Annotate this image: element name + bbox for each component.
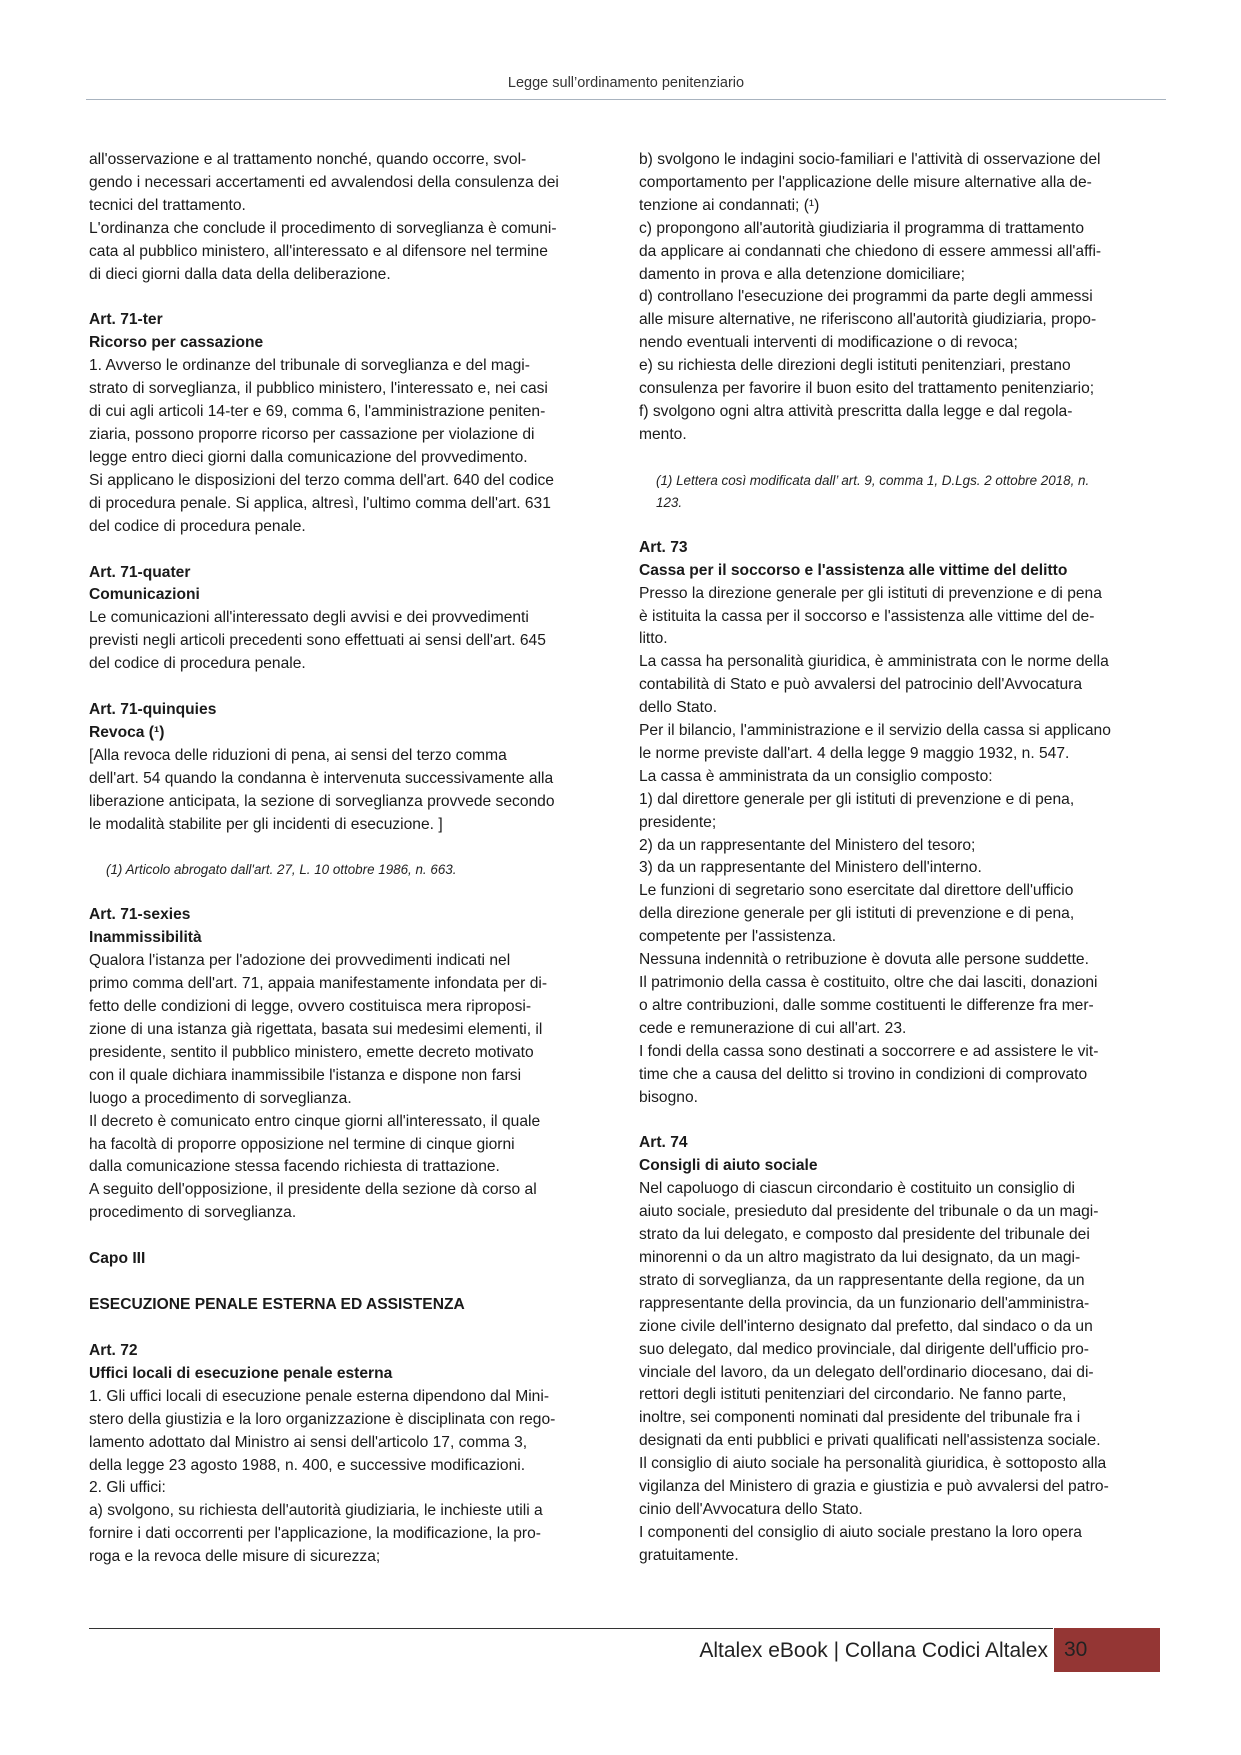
- text-line: Presso la direzione generale per gli istituti di prevenzione e di pena: [639, 584, 1102, 602]
- page-number-box: [1054, 1628, 1160, 1672]
- article-heading: Inammissibilità: [89, 929, 202, 947]
- text-line: primo comma dell'art. 71, appaia manifestamente infondata per di-: [89, 975, 548, 993]
- article-heading: Art. 71-sexies: [89, 906, 191, 924]
- text-line: o altre contribuzioni, dalle somme costituenti le differenze fra mer-: [639, 996, 1094, 1014]
- text-line: Il consiglio di aiuto sociale ha personalità giuridica, è sottoposto alla: [639, 1455, 1107, 1473]
- left-column: [89, 149, 609, 1569]
- article-heading: Art. 71-quinquies: [89, 701, 217, 719]
- text-line: è istituita la cassa per il soccorso e l'assistenza alle vittime del de-: [639, 607, 1095, 625]
- text-line: 3) da un rappresentante del Ministero dell'interno.: [639, 859, 982, 877]
- text-line: della direzione generale per gli istituti di prevenzione e di pena,: [639, 905, 1075, 923]
- article-heading: Ricorso per cassazione: [89, 334, 264, 352]
- page-number: 30: [1064, 1638, 1088, 1661]
- article-heading: Uffici locali di esecuzione penale esterna: [89, 1364, 393, 1382]
- article-heading: Art. 71-ter: [89, 311, 163, 329]
- text-line: vinciale del lavoro, da un delegato dell'ordinario diocesano, dai di-: [639, 1363, 1094, 1381]
- text-line: litto.: [639, 630, 668, 648]
- text-line: di cui agli articoli 14-ter e 69, comma 6, l'amministrazione peniten-: [89, 403, 546, 421]
- text-line: le modalità stabilite per gli incidenti di esecuzione. ]: [89, 815, 443, 833]
- footer-series: Altalex eBook | Collana Codici Altalex: [699, 1639, 1048, 1662]
- text-line: rappresentante della provincia, da un funzionario dell'amministra-: [639, 1294, 1090, 1312]
- article-heading: Cassa per il soccorso e l'assistenza alle vittime del delitto: [639, 561, 1068, 579]
- text-line: dello Stato.: [639, 699, 718, 717]
- text-line: Si applicano le disposizioni del terzo comma dell'art. 640 del codice: [89, 471, 554, 489]
- spacer: [89, 676, 609, 699]
- text-line: 2. Gli uffici:: [89, 1479, 166, 1497]
- text-line: del codice di procedura penale.: [89, 517, 306, 535]
- text-line: 1. Gli uffici locali di esecuzione penale esterna dipendono dal Mini-: [89, 1387, 550, 1405]
- text-line: I componenti del consiglio di aiuto sociale prestano la loro opera: [639, 1523, 1082, 1541]
- text-line: all'osservazione e al trattamento nonché, quando occorre, svol-: [89, 151, 527, 168]
- article-heading: Capo III: [89, 1250, 146, 1268]
- text-line: della legge 23 agosto 1988, n. 400, e successive modificazioni.: [89, 1456, 526, 1474]
- spacer: [89, 1271, 609, 1294]
- footnote-line: (1) Articolo abrogato dall'art. 27, L. 10 ottobre 1986, n. 663.: [106, 862, 457, 878]
- text-line: damento in prova e alla detenzione domiciliare;: [639, 265, 965, 283]
- text-line: del codice di procedura penale.: [89, 655, 306, 673]
- text-line: gratuitamente.: [639, 1546, 739, 1564]
- text-line: comportamento per l'applicazione delle misure alternative alla de-: [639, 173, 1092, 191]
- spacer: [89, 539, 609, 562]
- text-line: cinio dell'Avvocatura dello Stato.: [639, 1500, 863, 1518]
- text-line: L'ordinanza che conclude il procedimento di sorveglianza è comuni-: [89, 219, 557, 237]
- text-line: Qualora l'istanza per l'adozione dei provvedimenti indicati nel: [89, 952, 511, 970]
- text-line: contabilità di Stato e può avvalersi del patrocinio dell'Avvocatura: [639, 676, 1083, 694]
- text-line: Nel capoluogo di ciascun circondario è costituito un consiglio di: [639, 1180, 1076, 1198]
- text-line: di procedura penale. Si applica, altresì, l'ultimo comma dell'art. 631: [89, 494, 551, 512]
- article-heading: Art. 74: [639, 1134, 688, 1152]
- text-line: Il patrimonio della cassa è costituito, oltre che dai lasciti, donazioni: [639, 974, 1098, 991]
- text-line: f) svolgono ogni altra attività prescritta dalla legge e dal regola-: [639, 402, 1073, 420]
- text-line: consulenza per favorire il buon esito del trattamento penitenziario;: [639, 380, 1095, 398]
- spacer: [89, 881, 609, 904]
- text-line: 1. Avverso le ordinanze del tribunale di sorveglianza e del magi-: [89, 357, 530, 375]
- running-header: Legge sull’ordinamento penitenziario: [507, 75, 745, 91]
- text-line: fornire i dati occorrenti per l'applicazione, la modificazione, la pro-: [89, 1525, 541, 1543]
- text-line: Nessuna indennità o retribuzione è dovuta alle persone suddette.: [639, 951, 1089, 969]
- text-line: c) propongono all'autorità giudiziaria il programma di trattamento: [639, 219, 1085, 237]
- text-line: roga e la revoca delle misure di sicurezza;: [89, 1548, 381, 1566]
- text-line: nendo eventuali interventi di modificazione o di revoca;: [639, 334, 1018, 352]
- text-line: 1) dal direttore generale per gli istituti di prevenzione e di pena,: [639, 790, 1075, 808]
- text-line: alle misure alternative, ne riferiscono all'autorità giudiziaria, propo-: [639, 311, 1097, 329]
- text-line: minorenni o da un altro magistrato da lui designato, da un magi-: [639, 1248, 1081, 1266]
- text-line: mento.: [639, 425, 687, 443]
- text-line: strato da lui delegato, e composto dal presidente del tribunale dei: [639, 1226, 1090, 1244]
- article-heading: Consigli di aiuto sociale: [639, 1157, 818, 1175]
- spacer: [89, 1225, 609, 1248]
- footnote-line: 123.: [656, 494, 683, 510]
- text-line: ziaria, possono proporre ricorso per cassazione per violazione di: [89, 425, 535, 443]
- text-line: da applicare ai condannati che chiedono di essere ammessi all'affi-: [639, 242, 1102, 260]
- spacer: [89, 836, 609, 859]
- text-line: gendo i necessari accertamenti ed avvalendosi della consulenza dei: [89, 173, 559, 191]
- text-line: [Alla revoca delle riduzioni di pena, ai sensi del terzo comma: [89, 746, 507, 764]
- text-line: A seguito dell'opposizione, il presidente della sezione dà corso al: [89, 1181, 537, 1199]
- article-heading: ESECUZIONE PENALE ESTERNA ED ASSISTENZA: [89, 1296, 465, 1314]
- text-line: b) svolgono le indagini socio-familiari e l'attività di osservazione del: [639, 151, 1101, 168]
- text-line: presidente, sentito il pubblico ministero, emette decreto motivato: [89, 1043, 534, 1061]
- text-line: suo delegato, dal medico provinciale, dal dirigente dell'ufficio pro-: [639, 1340, 1089, 1358]
- article-heading: Art. 72: [89, 1341, 138, 1359]
- text-line: cata al pubblico ministero, all'interessato e al difensore nel termine: [89, 242, 548, 260]
- text-line: previsti negli articoli precedenti sono effettuati ai sensi dell'art. 645: [89, 632, 546, 650]
- right-column: [639, 149, 1164, 1568]
- footer-rule: [89, 1628, 1053, 1629]
- text-line: bisogno.: [639, 1088, 698, 1106]
- text-line: La cassa ha personalità giuridica, è amministrata con le norme della: [639, 653, 1109, 671]
- text-line: designati da enti pubblici e privati qualificati nell'assistenza sociale.: [639, 1432, 1101, 1450]
- text-line: luogo a procedimento di sorveglianza.: [89, 1089, 352, 1107]
- text-line: strato di sorveglianza, il pubblico ministero, l'interessato e, nei casi: [89, 380, 548, 398]
- text-line: zione di una istanza già rigettata, basata sui medesimi elementi, il: [89, 1021, 543, 1038]
- text-line: a) svolgono, su richiesta dell'autorità giudiziaria, le inchieste utili a: [89, 1502, 543, 1520]
- text-line: con il quale dichiara inammissibile l'istanza e dispone non farsi: [89, 1066, 522, 1084]
- text-line: tecnici del trattamento.: [89, 196, 246, 214]
- text-line: Le comunicazioni all'interessato degli avvisi e dei provvedimenti: [89, 609, 529, 627]
- spacer: [639, 1109, 1164, 1132]
- text-line: aiuto sociale, presieduto dal presidente del tribunale o da un magi-: [639, 1203, 1099, 1221]
- text-line: presidente;: [639, 813, 717, 831]
- text-line: vigilanza del Ministero di grazia e giustizia e può avvalersi del patro-: [639, 1478, 1109, 1496]
- text-line: competente per l'assistenza.: [639, 928, 837, 946]
- text-line: Le funzioni di segretario sono esercitate dal direttore dell'ufficio: [639, 882, 1074, 900]
- header-rule: [86, 99, 1166, 100]
- text-line: legge entro dieci giorni dalla comunicazione del provvedimento.: [89, 448, 528, 466]
- text-line: ha facoltà di proporre opposizione nel termine di cinque giorni: [89, 1135, 515, 1153]
- text-line: e) su richiesta delle direzioni degli istituti penitenziari, prestano: [639, 357, 1071, 375]
- footnote-line: (1) Lettera così modificata dall’ art. 9, comma 1, D.Lgs. 2 ottobre 2018, n.: [656, 472, 1090, 488]
- text-line: cede e remunerazione di cui all'art. 23.: [639, 1019, 907, 1037]
- text-line: d) controllano l'esecuzione dei programmi da parte degli ammessi: [639, 288, 1093, 306]
- text-line: procedimento di sorveglianza.: [89, 1204, 297, 1222]
- spacer: [639, 447, 1164, 470]
- spacer: [89, 1317, 609, 1340]
- text-line: La cassa è amministrata da un consiglio composto:: [639, 767, 993, 785]
- text-line: stero della giustizia e la loro organizzazione è disciplinata con rego-: [89, 1410, 556, 1428]
- text-line: dell'art. 54 quando la condanna è intervenuta successivamente alla: [89, 769, 554, 787]
- text-line: zione civile dell'interno designato dal prefetto, dal sindaco o da un: [639, 1317, 1093, 1335]
- text-line: liberazione anticipata, la sezione di sorveglianza provvede secondo: [89, 792, 555, 810]
- text-line: lamento adottato dal Ministro ai sensi dell'articolo 17, comma 3,: [89, 1433, 528, 1451]
- text-line: Il decreto è comunicato entro cinque giorni all'interessato, il quale: [89, 1112, 541, 1130]
- article-heading: Art. 73: [639, 538, 688, 556]
- article-heading: Comunicazioni: [89, 586, 200, 604]
- text-line: dalla comunicazione stessa facendo richiesta di trattazione.: [89, 1158, 500, 1176]
- text-line: 2) da un rappresentante del Ministero del tesoro;: [639, 836, 976, 854]
- text-line: di dieci giorni dalla data della deliberazione.: [89, 265, 391, 283]
- text-line: fetto delle condizioni di legge, ovvero costituisca mera riproposi-: [89, 998, 532, 1016]
- article-heading: Art. 71-quater: [89, 563, 191, 581]
- text-line: tenzione ai condannati; (¹): [639, 196, 820, 214]
- article-heading: Revoca (¹): [89, 723, 165, 741]
- text-line: rettori degli istituti penitenziari del circondario. Ne fanno parte,: [639, 1386, 1067, 1404]
- text-line: Per il bilancio, l'amministrazione e il servizio della cassa si applicano: [639, 722, 1111, 740]
- text-line: strato di sorveglianza, da un rappresentante della regione, da un: [639, 1271, 1085, 1289]
- text-line: le norme previste dall'art. 4 della legge 9 maggio 1932, n. 547.: [639, 744, 1070, 762]
- text-line: I fondi della cassa sono destinati a soccorrere e ad assistere le vit-: [639, 1042, 1099, 1060]
- spacer: [639, 514, 1164, 537]
- text-line: inoltre, sei componenti nominati dal presidente del tribunale fra i: [639, 1409, 1081, 1427]
- spacer: [89, 286, 609, 309]
- text-line: time che a causa del delitto si trovino in condizioni di comprovato: [639, 1065, 1088, 1083]
